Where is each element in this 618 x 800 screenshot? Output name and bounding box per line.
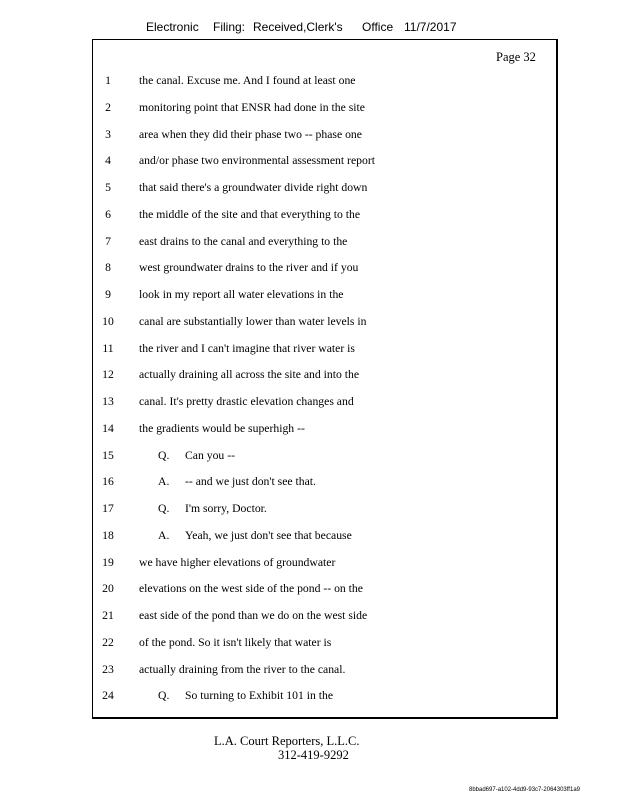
filing-header	[0, 20, 618, 36]
qa-label: Q.	[158, 448, 170, 462]
line-text	[158, 688, 333, 704]
line-number: 11	[102, 341, 114, 355]
qa-text: I'm sorry, Doctor.	[185, 502, 267, 515]
document-id: 8bbad697-a102-4dd9-93c7-2064303ff1a9	[469, 787, 580, 793]
line-text: elevations on the west side of the pond -- on the	[139, 582, 363, 596]
transcript-line	[0, 100, 618, 116]
qa-text: So turning to Exhibit 101 in the	[185, 689, 334, 703]
header-word-electronic: Electronic	[146, 20, 199, 34]
transcript-line	[0, 448, 618, 464]
line-number: 4	[105, 154, 111, 168]
header-word-office: Office	[362, 20, 394, 34]
transcript-line	[0, 421, 618, 437]
qa-text: Can you --	[185, 448, 235, 462]
qa-label: A.	[158, 475, 170, 489]
transcript-line	[0, 555, 618, 571]
transcript-line	[0, 153, 618, 169]
line-text: the canal. Excuse me. And I found at least one	[139, 74, 356, 87]
transcript-line	[0, 635, 618, 651]
transcript-line	[0, 314, 618, 330]
line-number: 2	[105, 100, 111, 114]
line-text: actually draining from the river to the canal.	[139, 662, 346, 676]
line-number: 14	[102, 421, 114, 435]
line-number: 1	[105, 74, 111, 87]
header-date: 11/7/2017	[404, 20, 457, 34]
qa-label: Q.	[158, 689, 170, 703]
line-number: 20	[102, 582, 114, 596]
page-number: Page 32	[496, 50, 536, 64]
line-text: canal are substantially lower than water levels in	[139, 314, 367, 328]
line-text: the middle of the site and that everything to the	[139, 207, 361, 221]
line-number: 16	[102, 475, 114, 489]
line-text: east side of the pond than we do on the west side	[139, 609, 368, 622]
transcript-line	[0, 207, 618, 223]
line-text: the gradients would be superhigh --	[139, 421, 305, 435]
qa-label: Q.	[158, 502, 170, 515]
line-number: 8	[105, 261, 111, 275]
transcript-line	[0, 73, 618, 89]
transcript-line	[0, 474, 618, 490]
line-number: 12	[102, 368, 114, 382]
line-number: 18	[102, 528, 114, 542]
line-number: 6	[105, 207, 111, 221]
line-text: monitoring point that ENSR had done in the site	[139, 100, 365, 114]
line-number: 5	[105, 181, 111, 194]
transcript-line	[0, 234, 618, 250]
line-text: look in my report all water elevations in the	[139, 288, 344, 301]
qa-text: -- and we just don't see that.	[185, 475, 316, 489]
transcript-line	[0, 287, 618, 303]
line-number: 24	[102, 689, 114, 703]
line-text	[158, 501, 267, 517]
line-text	[158, 448, 235, 464]
line-text: east drains to the canal and everything to the	[139, 234, 348, 248]
transcript-line	[0, 688, 618, 704]
line-number: 3	[105, 127, 111, 141]
line-number: 7	[105, 234, 111, 248]
transcript-line	[0, 341, 618, 357]
header-word-received: Received,Clerk's	[253, 20, 343, 34]
line-text	[158, 474, 316, 490]
line-number: 17	[102, 502, 114, 515]
line-number: 21	[102, 609, 114, 622]
line-number: 10	[102, 314, 114, 328]
reporter-company: L.A. Court Reporters, L.L.C.	[214, 734, 360, 748]
transcript-line	[0, 260, 618, 276]
line-text: we have higher elevations of groundwater	[139, 555, 336, 569]
transcript-line	[0, 581, 618, 597]
qa-text: Yeah, we just don't see that because	[185, 528, 352, 542]
header-word-filing: Filing:	[213, 20, 246, 34]
transcript-line	[0, 528, 618, 544]
line-text: of the pond. So it isn't likely that water is	[139, 635, 332, 649]
qa-label: A.	[158, 528, 170, 542]
line-number: 9	[105, 288, 111, 301]
line-number: 15	[102, 448, 114, 462]
transcript-line	[0, 608, 618, 624]
line-text: that said there's a groundwater divide right down	[139, 181, 368, 194]
transcript-line	[0, 367, 618, 383]
reporter-phone: 312-419-9292	[278, 748, 349, 762]
line-number: 23	[102, 662, 114, 676]
transcript-line	[0, 501, 618, 517]
line-number: 13	[102, 395, 114, 408]
line-text: canal. It's pretty drastic elevation changes and	[139, 395, 354, 408]
line-text: actually draining all across the site and into the	[139, 368, 360, 382]
line-text: and/or phase two environmental assessment report	[139, 154, 375, 168]
transcript-line	[0, 127, 618, 143]
line-number: 19	[102, 555, 114, 569]
line-number: 22	[102, 635, 114, 649]
line-text: west groundwater drains to the river and if you	[139, 261, 359, 275]
transcript-line	[0, 180, 618, 196]
transcript-line	[0, 394, 618, 410]
line-text: area when they did their phase two -- phase one	[139, 127, 362, 141]
transcript-line	[0, 662, 618, 678]
line-text: the river and I can't imagine that river water is	[139, 341, 355, 355]
line-text	[158, 528, 352, 544]
